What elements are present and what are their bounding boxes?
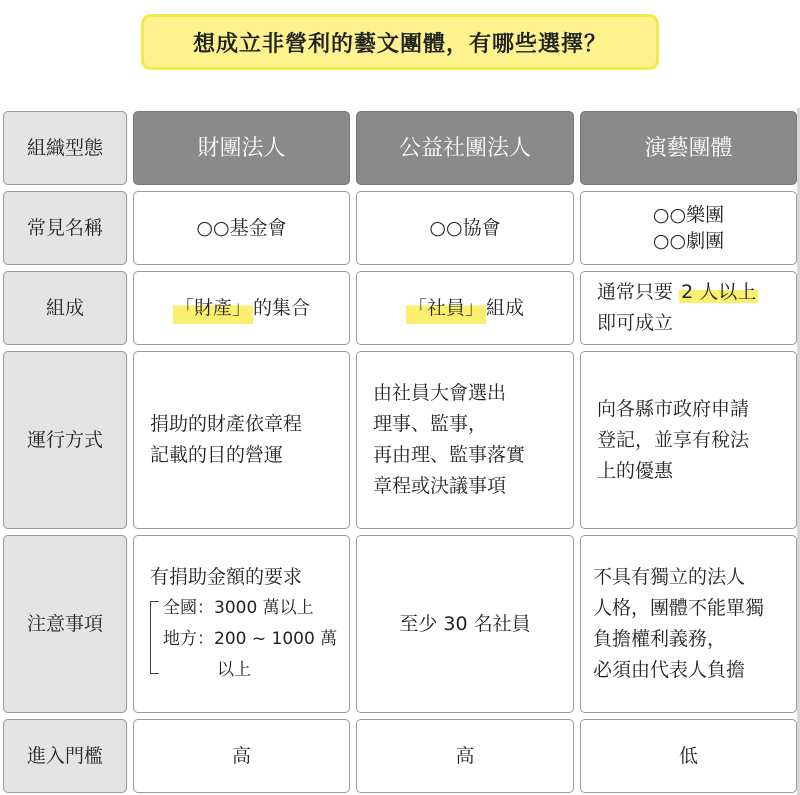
text-line: 捐助的財產依章程	[150, 413, 303, 435]
text-line: 再由理、監事落實	[373, 444, 526, 466]
text-block	[597, 277, 758, 339]
cell-threshold-association: 高	[356, 719, 574, 793]
text-line: ○○樂團	[652, 204, 725, 226]
text-segment: 組成	[486, 296, 525, 319]
text-line: ○○劇團	[652, 230, 725, 252]
text-block	[150, 409, 302, 471]
text-line: 即可成立	[597, 312, 674, 334]
text-line: 不具有獨立的法人	[593, 566, 746, 588]
title-area	[0, 0, 800, 90]
text-line: 人格，團體不能單獨	[593, 597, 765, 619]
highlighted-text: 「財產」	[173, 293, 253, 324]
cell-composition-foundation	[133, 271, 350, 345]
cell-names-performing-group	[580, 191, 797, 265]
text-block	[373, 378, 525, 502]
text-line: 負擔權利義務，	[593, 628, 727, 650]
column-header-foundation: 財團法人	[133, 111, 350, 185]
page-title: 想成立非營利的藝文團體，有哪些選擇？	[141, 14, 659, 70]
cell-names-association: ○○協會	[356, 191, 574, 265]
cell-operation-foundation	[133, 351, 350, 529]
cell-threshold-foundation: 高	[133, 719, 350, 793]
text-line: 記載的目的營運	[150, 444, 284, 466]
requirement-local: 地方：200 ~ 1000 萬	[163, 629, 338, 649]
text-line: 登記，並享有稅法	[597, 428, 750, 451]
cell-notes-foundation	[133, 535, 350, 713]
cell-notes-performing-group	[580, 535, 797, 713]
requirement-list	[163, 593, 337, 686]
row-label-operation: 運行方式	[3, 351, 127, 529]
cell-names-foundation: ○○基金會	[133, 191, 350, 265]
cell-composition-performing-group	[580, 271, 797, 345]
text-block	[150, 562, 337, 686]
cell-threshold-performing-group: 低	[580, 719, 797, 793]
highlighted-text: 「社員」	[406, 293, 486, 324]
column-header-performing-group: 演藝團體	[580, 111, 797, 185]
text-line: 有捐助金額的要求	[150, 566, 303, 588]
highlighted-text: 2 人以上	[681, 281, 757, 303]
column-header-association: 公益社團法人	[356, 111, 574, 185]
text-line: 上的優惠	[597, 459, 674, 482]
cell-operation-association	[356, 351, 574, 529]
text-block	[597, 394, 749, 487]
text-block	[593, 562, 764, 686]
text-line	[597, 277, 758, 308]
cell-composition-association	[356, 271, 574, 345]
requirement-local-cont: 以上	[217, 660, 251, 680]
row-label-common-names: 常見名稱	[3, 191, 127, 265]
cell-operation-performing-group	[580, 351, 797, 529]
corner-label: 組織型態	[3, 111, 127, 185]
requirement-national: 全國：3000 萬以上	[163, 598, 314, 618]
text-line: 理事、監事，	[373, 413, 488, 435]
text-line: 向各縣市政府申請	[597, 397, 750, 420]
text-segment: 通常只要	[597, 281, 674, 303]
row-label-threshold: 進入門檻	[3, 719, 127, 793]
row-label-composition: 組成	[3, 271, 127, 345]
cell-notes-association: 至少 30 名社員	[356, 535, 574, 713]
row-label-notes: 注意事項	[3, 535, 127, 713]
text-line: 章程或決議事項	[373, 475, 507, 497]
donation-requirements	[150, 593, 337, 686]
text-line: 必須由代表人負擔	[593, 659, 746, 681]
bracket-icon	[150, 601, 159, 674]
text-line: 由社員大會選出	[373, 382, 507, 404]
text-segment: 的集合	[253, 296, 311, 319]
